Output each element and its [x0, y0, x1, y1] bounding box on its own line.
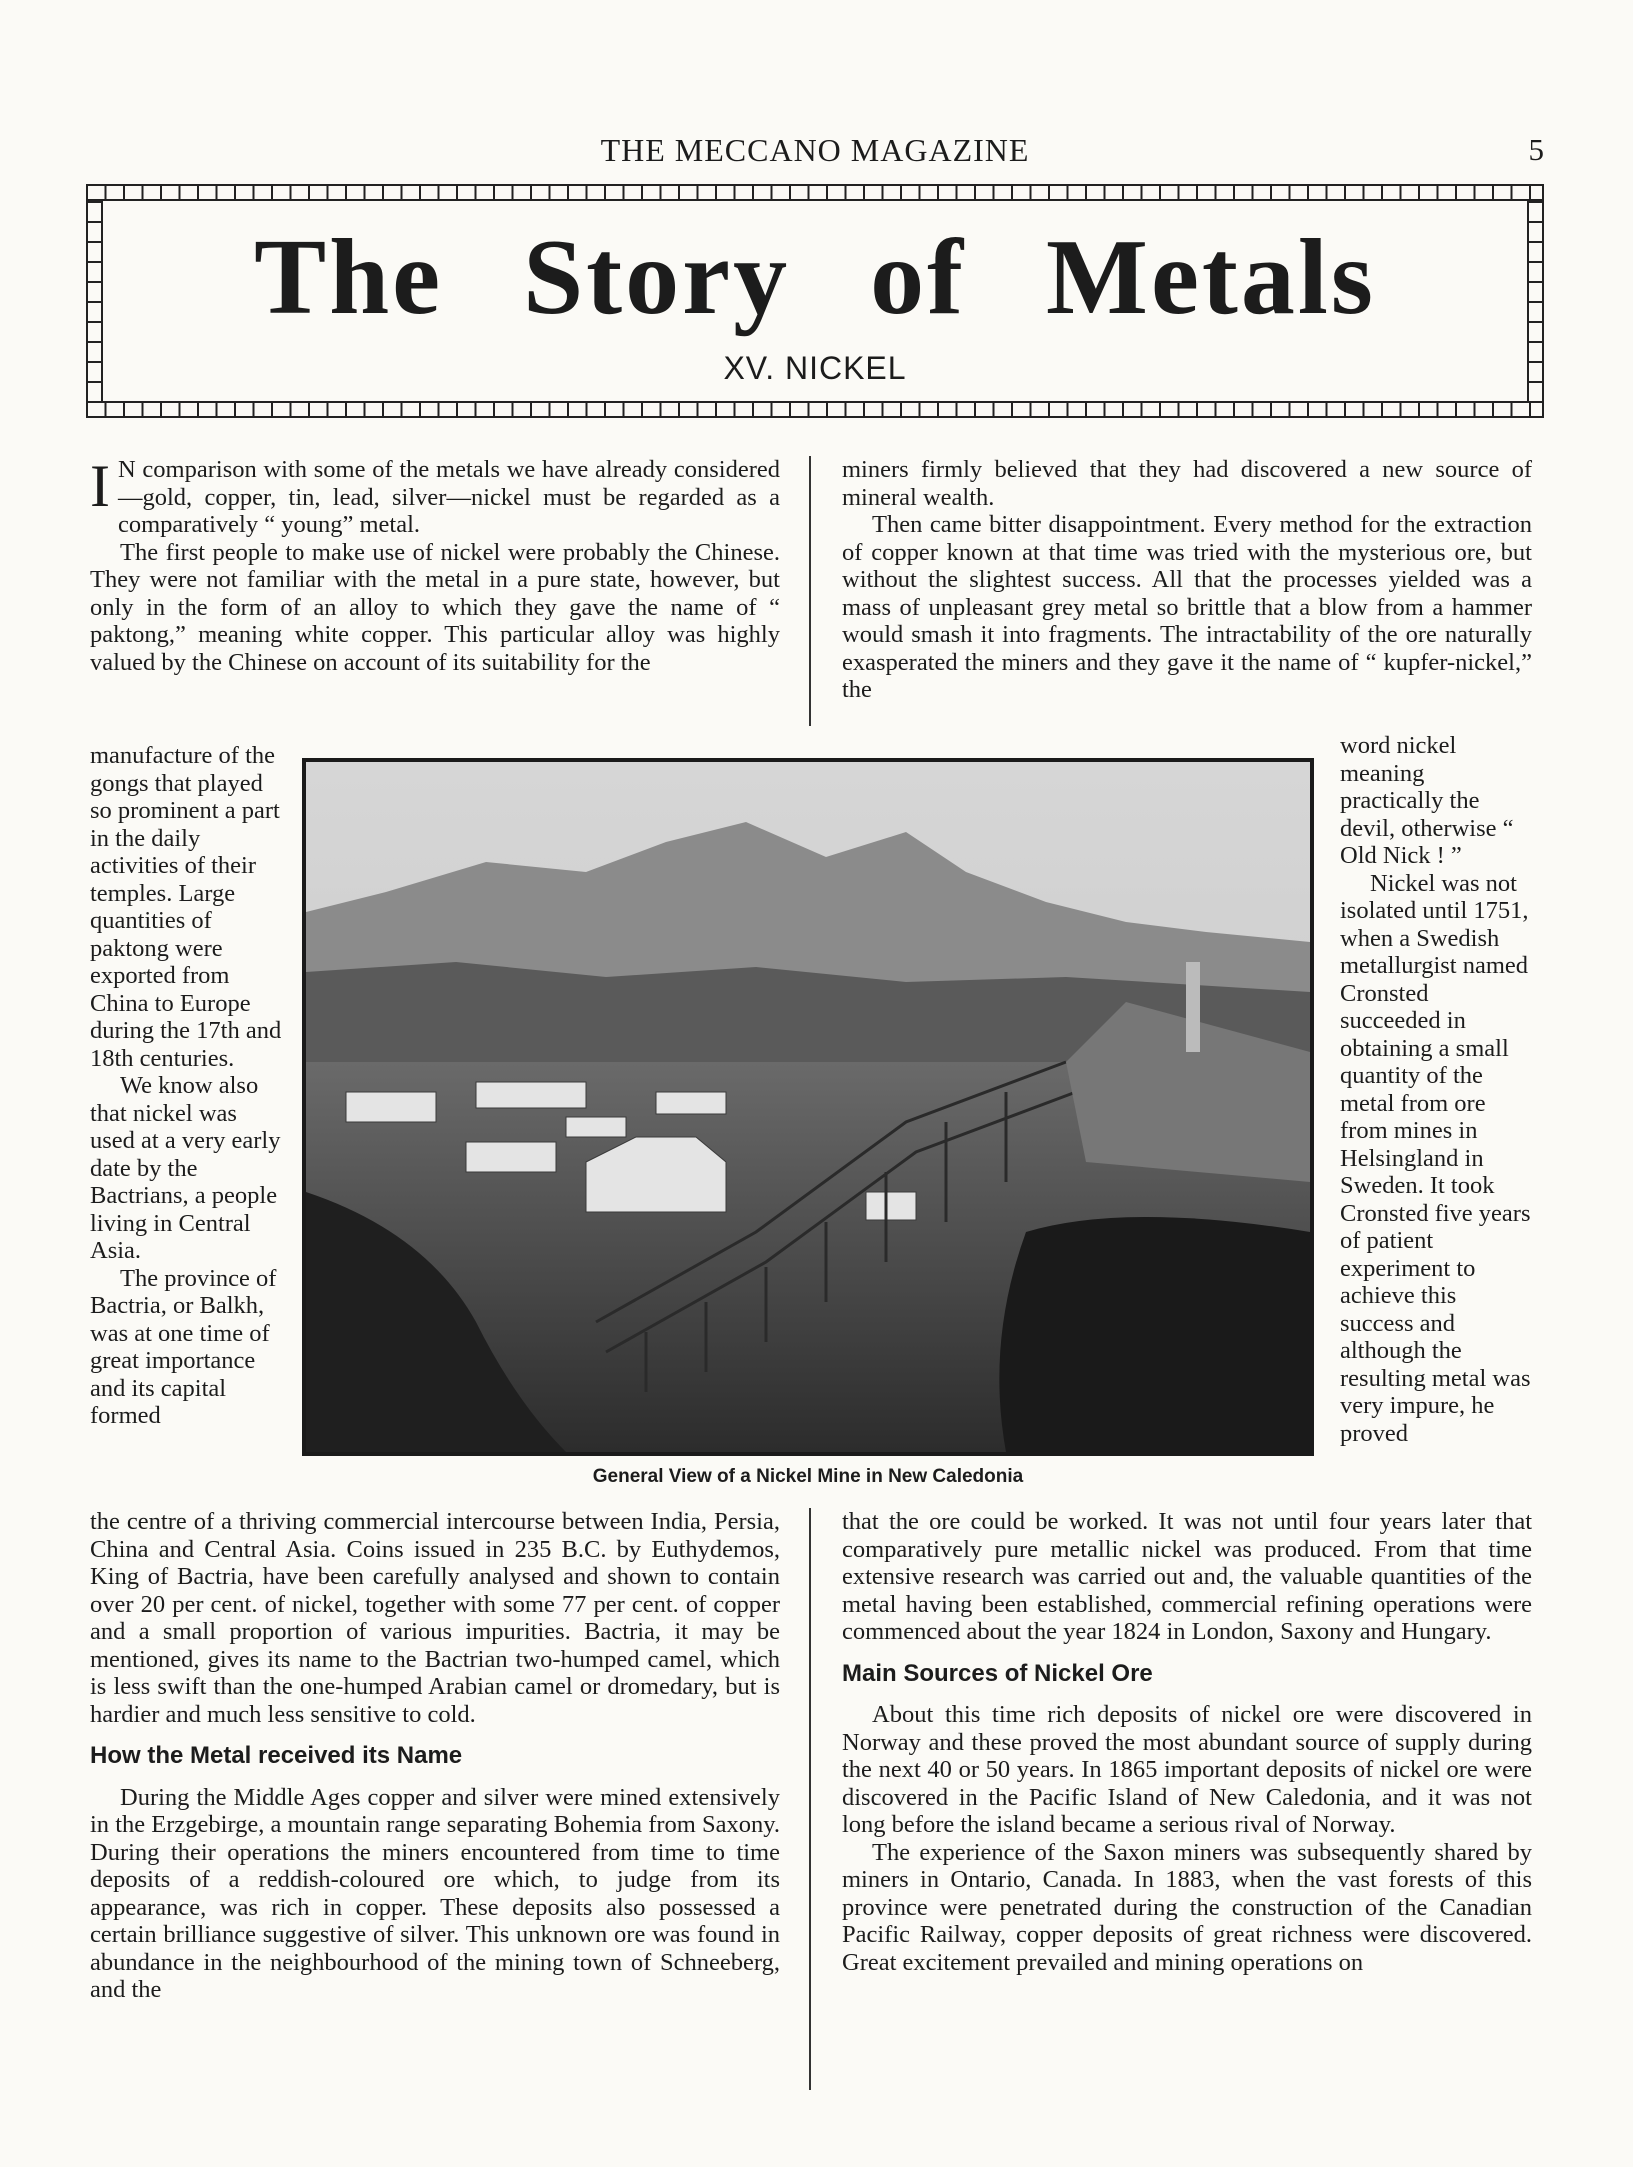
- paragraph: We know also that nickel was used at a very early date by the Bactrians, a people living in Central Asia.: [90, 1072, 281, 1264]
- section-heading: How the Metal received its Name: [90, 1742, 463, 1769]
- mine-photo-illustration: [306, 762, 1310, 1452]
- drop-cap: I: [90, 453, 110, 519]
- intro-paragraph: I N comparison with some of the metals we have already considered—gold, copper, tin, lead, silver—nickel must be regarded as a comparatively “ young” metal.: [90, 453, 780, 538]
- chimney: [1186, 962, 1200, 1052]
- paragraph: the centre of a thriving commercial intercourse between India, Persia, China and Central Asia. Coins issued in 235 B.C. by Euthydemos, King of Bactria, have been carefully analysed and shown to contain over 20 per cent. of nickel, together with some 77 per cent. of copper and a small proportion of various impurities. Bactria, it may be mentioned, gives its name to the Bactrian two-humped camel, which is less swift than the one-humped Arabian camel or dromedary, but is hardier and much less sensitive to cold.: [90, 1508, 780, 1728]
- column-rule-top: [809, 456, 811, 726]
- title-frame: [86, 184, 1544, 418]
- square-border-top: [86, 184, 1544, 201]
- paragraph: During the Middle Ages copper and silver were mined extensively in the Erzgebirge, a mountain range separating Bohemia from Saxony. During their operations the miners encountered from time to time deposits of a reddish-coloured ore which, to judge from its appearance, was rich in copper. These deposits also possessed a certain brilliance suggestive of silver. This unknown ore was found in abundance in the neighbourhood of the mining town of Schneeberg, and the: [90, 1783, 780, 2003]
- paragraph: The first people to make use of nickel were probably the Chinese. They were not familiar with the metal in a pure state, however, but only in the form of an alloy to which they gave the name of “ paktong,” meaning white copper. This particular alloy was highly valued by the Chinese on account of its suitability for the: [90, 538, 780, 676]
- left-narrow-column: [90, 742, 282, 1430]
- paragraph: that the ore could be worked. It was not until four years later that comparatively pure metallic nickel was produced. From that time extensive research was carried out and, the valuable quantities of the metal having been established, commercial refining operations were commenced about the year 1824 in London, Saxony and Hungary.: [842, 1508, 1532, 1645]
- article-title: The Story of Metals: [254, 218, 1376, 337]
- figure-caption: General View of a Nickel Mine in New Caledonia: [592, 1466, 1024, 1487]
- foreground-foliage-right: [999, 1217, 1310, 1452]
- right-narrow-column: [1340, 732, 1532, 1447]
- page-header: [86, 132, 1544, 172]
- left-column-bottom: [90, 1508, 780, 2004]
- article-subtitle: XV. NICKEL: [723, 350, 907, 386]
- paragraph: The experience of the Saxon miners was subsequently shared by miners in Ontario, Canada. In 1883, when the vast forests of this province were penetrated during the construction of the Canadian Pacific Railway, copper deposits of great richness were discovered. Great excitement prevailed and mining operations on: [842, 1838, 1532, 1976]
- paragraph: The province of Bactria, or Balkh, was at one time of great importance and its capital formed: [90, 1264, 277, 1429]
- right-column-bottom: [842, 1508, 1532, 1976]
- right-column-top: [842, 456, 1532, 704]
- paragraph: miners firmly believed that they had discovered a new source of mineral wealth.: [842, 456, 1532, 511]
- column-rule-bottom: [809, 1508, 811, 2090]
- paragraph: Nickel was not isolated until 1751, when a Swedish metallurgist named Cronsted succeeded in obtaining a small quantity of the metal from ore from mines in Helsingland in Sweden. It took Cronsted five years of patient experiment to achieve this success and although the resulting metal was very impure, he proved: [1340, 869, 1531, 1447]
- section-heading: Main Sources of Nickel Ore: [842, 1659, 1153, 1687]
- mine-photograph: [302, 758, 1314, 1456]
- left-column-top: [90, 453, 780, 676]
- paragraph: word nickel meaning practically the devil, otherwise “ Old Nick ! ”: [1340, 732, 1514, 869]
- paragraph: manufacture of the gongs that played so prominent a part in the daily activities of their temples. Large quantities of paktong were exported from China to Europe during the 17th and 18th centuries.: [90, 742, 282, 1072]
- paragraph: About this time rich deposits of nickel ore were discovered in Norway and these proved the most abundant source of supply during the next 40 or 50 years. In 1865 important deposits of nickel ore were discovered in the Pacific Island of New Caledonia, and it was not long before the island became a serious rival of Norway.: [842, 1701, 1532, 1838]
- paragraph: Then came bitter disappointment. Every method for the extraction of copper known at that time was tried with the mysterious ore, but without the slightest success. All that the processes yielded was a mass of unpleasant grey metal so brittle that a blow from a hammer would smash it into fragments. The intractability of the ore naturally exasperated the miners and they gave it the name of “ kupfer-nickel,” the: [842, 511, 1532, 703]
- square-border-bottom: [86, 401, 1544, 418]
- running-title: THE MECCANO MAGAZINE: [600, 132, 1030, 168]
- page-number: 5: [1528, 132, 1544, 167]
